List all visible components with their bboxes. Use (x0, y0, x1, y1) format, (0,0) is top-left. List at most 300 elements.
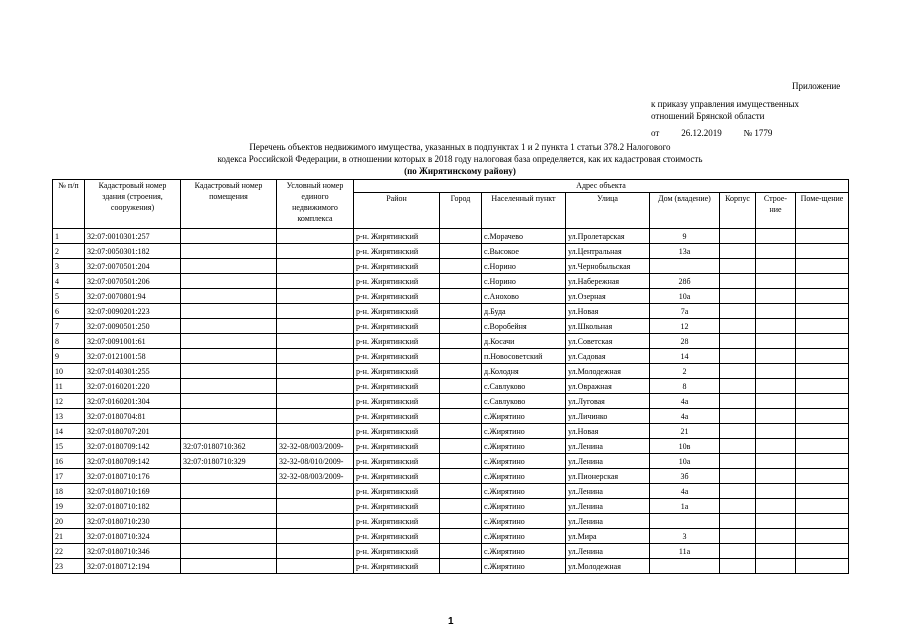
cell-cadastral-room (181, 484, 277, 499)
cell-cadastral-room (181, 229, 277, 244)
cell-korpus (720, 349, 756, 364)
cell-locality: с.Жирятино (482, 424, 566, 439)
cell-locality: п.Новосоветский (482, 349, 566, 364)
cell-number: 1 (53, 229, 85, 244)
cell-street: ул.Ленина (566, 439, 650, 454)
cell-room (796, 259, 849, 274)
cell-conditional-number (277, 274, 354, 289)
cell-building (756, 484, 796, 499)
cell-conditional-number (277, 559, 354, 574)
cell-cadastral-building: 32:07:0091001:61 (85, 334, 181, 349)
cell-city (440, 424, 482, 439)
cell-locality: с.Норино (482, 259, 566, 274)
cell-room (796, 424, 849, 439)
cell-conditional-number (277, 514, 354, 529)
cell-korpus (720, 289, 756, 304)
col-conditional-number-header: Условный номер единого недвижимого комплекса (277, 180, 354, 229)
col-room-header: Поме-щение (796, 193, 849, 229)
order-number: № 1779 (743, 128, 773, 138)
cell-cadastral-room (181, 274, 277, 289)
cell-conditional-number: 32-32-08/003/2009- (277, 469, 354, 484)
cell-number: 4 (53, 274, 85, 289)
cell-locality: с.Жирятино (482, 454, 566, 469)
cell-building (756, 424, 796, 439)
cell-house: 12 (650, 319, 720, 334)
cell-locality: с.Жирятино (482, 544, 566, 559)
cell-korpus (720, 319, 756, 334)
cell-korpus (720, 544, 756, 559)
cell-locality: д.Колодня (482, 364, 566, 379)
cell-street: ул.Школьная (566, 319, 650, 334)
cell-building (756, 559, 796, 574)
cell-room (796, 499, 849, 514)
cell-house (650, 559, 720, 574)
cell-cadastral-room (181, 289, 277, 304)
cell-cadastral-room (181, 469, 277, 484)
cell-street: ул.Личинко (566, 409, 650, 424)
order-date-line (651, 127, 772, 139)
cell-city (440, 229, 482, 244)
cell-conditional-number (277, 424, 354, 439)
cell-house: 10а (650, 454, 720, 469)
cell-cadastral-building: 32:07:0140301:255 (85, 364, 181, 379)
cell-cadastral-building: 32:07:0070801:94 (85, 289, 181, 304)
cell-district: р-н. Жирятинский (354, 484, 440, 499)
cell-room (796, 454, 849, 469)
cell-district: р-н. Жирятинский (354, 364, 440, 379)
cell-room (796, 304, 849, 319)
cell-street: ул.Центральная (566, 244, 650, 259)
cell-locality: д.Косачи (482, 334, 566, 349)
cell-house: 13а (650, 244, 720, 259)
cell-city (440, 544, 482, 559)
cell-street: ул.Озерная (566, 289, 650, 304)
cell-cadastral-building: 32:07:0180704:81 (85, 409, 181, 424)
cell-korpus (720, 529, 756, 544)
table-row (53, 274, 849, 289)
table-row (53, 424, 849, 439)
table-row (53, 454, 849, 469)
cell-locality: д.Буда (482, 304, 566, 319)
cell-room (796, 439, 849, 454)
cell-house: 4а (650, 394, 720, 409)
cell-city (440, 364, 482, 379)
cell-building (756, 334, 796, 349)
cell-korpus (720, 259, 756, 274)
cell-room (796, 229, 849, 244)
cell-house: 3 (650, 529, 720, 544)
cell-conditional-number (277, 334, 354, 349)
cell-cadastral-building: 32:07:0180709:142 (85, 439, 181, 454)
cell-number: 15 (53, 439, 85, 454)
cell-korpus (720, 559, 756, 574)
cell-house: 3б (650, 469, 720, 484)
cell-korpus (720, 334, 756, 349)
table-row (53, 469, 849, 484)
cell-house: 28б (650, 274, 720, 289)
cell-cadastral-building: 32:07:0180710:182 (85, 499, 181, 514)
table-row (53, 439, 849, 454)
cell-number: 13 (53, 409, 85, 424)
cell-cadastral-room (181, 244, 277, 259)
cell-district: р-н. Жирятинский (354, 274, 440, 289)
cell-district: р-н. Жирятинский (354, 544, 440, 559)
cell-cadastral-building: 32:07:0180710:346 (85, 544, 181, 559)
cell-conditional-number (277, 364, 354, 379)
cell-cadastral-building: 32:07:0160201:304 (85, 394, 181, 409)
cell-house: 10в (650, 439, 720, 454)
cell-korpus (720, 304, 756, 319)
cell-city (440, 484, 482, 499)
cell-city (440, 439, 482, 454)
cell-number: 21 (53, 529, 85, 544)
cell-building (756, 364, 796, 379)
cell-city (440, 454, 482, 469)
order-reference-line1: к приказу управления имущественных (651, 99, 800, 109)
cell-conditional-number (277, 304, 354, 319)
cell-city (440, 394, 482, 409)
cell-building (756, 229, 796, 244)
col-cadastral-room-header: Кадастровый номер помещения (181, 180, 277, 229)
cell-building (756, 349, 796, 364)
table-row (53, 559, 849, 574)
cell-room (796, 529, 849, 544)
cell-cadastral-room (181, 544, 277, 559)
cell-district: р-н. Жирятинский (354, 289, 440, 304)
table-row (53, 319, 849, 334)
cell-conditional-number (277, 394, 354, 409)
cell-cadastral-building: 32:07:0180710:324 (85, 529, 181, 544)
cell-building (756, 439, 796, 454)
cell-street: ул.Ленина (566, 544, 650, 559)
cell-number: 23 (53, 559, 85, 574)
cell-house: 7а (650, 304, 720, 319)
cell-street: ул.Ленина (566, 499, 650, 514)
table-body (53, 229, 849, 574)
cell-building (756, 499, 796, 514)
cell-house: 10а (650, 289, 720, 304)
cell-number: 12 (53, 394, 85, 409)
cell-building (756, 289, 796, 304)
cell-city (440, 244, 482, 259)
cell-house: 4а (650, 409, 720, 424)
cell-district: р-н. Жирятинский (354, 409, 440, 424)
cell-number: 7 (53, 319, 85, 334)
col-street-header: Улица (566, 193, 650, 229)
table-row (53, 289, 849, 304)
col-building-header: Строе-ние (756, 193, 796, 229)
cell-building (756, 409, 796, 424)
cell-street: ул.Овражная (566, 379, 650, 394)
cell-conditional-number (277, 484, 354, 499)
cell-number: 10 (53, 364, 85, 379)
cell-house: 2 (650, 364, 720, 379)
cell-cadastral-room (181, 409, 277, 424)
cell-room (796, 379, 849, 394)
cell-street: ул.Молодежная (566, 559, 650, 574)
cell-conditional-number (277, 409, 354, 424)
cell-number: 2 (53, 244, 85, 259)
cell-district: р-н. Жирятинский (354, 244, 440, 259)
cell-number: 17 (53, 469, 85, 484)
cell-district: р-н. Жирятинский (354, 439, 440, 454)
cell-korpus (720, 364, 756, 379)
cell-korpus (720, 379, 756, 394)
cell-cadastral-building: 32:07:0180709:142 (85, 454, 181, 469)
cell-korpus (720, 274, 756, 289)
cell-house: 1а (650, 499, 720, 514)
table-row (53, 334, 849, 349)
cell-city (440, 409, 482, 424)
page-number: 1 (448, 616, 454, 627)
cell-building (756, 259, 796, 274)
title-district: (по Жирятинскому району) (404, 166, 516, 176)
cell-house: 11а (650, 544, 720, 559)
cell-number: 3 (53, 259, 85, 274)
cell-locality: с.Савлуково (482, 394, 566, 409)
cell-cadastral-room (181, 394, 277, 409)
cell-district: р-н. Жирятинский (354, 349, 440, 364)
order-reference-line2: отношений Брянской области (651, 111, 765, 121)
cell-cadastral-room (181, 259, 277, 274)
cell-building (756, 454, 796, 469)
table-row (53, 229, 849, 244)
cell-conditional-number: 32-32-08/003/2009- (277, 439, 354, 454)
cell-room (796, 334, 849, 349)
cell-city (440, 304, 482, 319)
cell-korpus (720, 409, 756, 424)
table-row (53, 244, 849, 259)
cell-conditional-number (277, 499, 354, 514)
cell-locality: с.Жирятино (482, 499, 566, 514)
cell-cadastral-building: 32:07:0160201:220 (85, 379, 181, 394)
cell-house: 9 (650, 229, 720, 244)
col-house-header: Дом (владение) (650, 193, 720, 229)
cell-korpus (720, 394, 756, 409)
cell-cadastral-room (181, 559, 277, 574)
cell-city (440, 349, 482, 364)
cell-cadastral-building: 32:07:0180710:176 (85, 469, 181, 484)
col-number-header: № п/п (53, 180, 85, 229)
cell-room (796, 469, 849, 484)
cell-cadastral-room: 32:07:0180710:362 (181, 439, 277, 454)
table-row (53, 409, 849, 424)
cell-street: ул.Пионерская (566, 469, 650, 484)
cell-room (796, 544, 849, 559)
order-date: 26.12.2019 (681, 128, 722, 138)
cell-district: р-н. Жирятинский (354, 334, 440, 349)
document-title (150, 141, 770, 177)
cell-cadastral-building: 32:07:0090201:223 (85, 304, 181, 319)
cell-number: 20 (53, 514, 85, 529)
cell-building (756, 319, 796, 334)
table-row (53, 304, 849, 319)
cell-city (440, 514, 482, 529)
cell-locality: с.Жирятино (482, 439, 566, 454)
cell-district: р-н. Жирятинский (354, 394, 440, 409)
cell-building (756, 274, 796, 289)
cell-district: р-н. Жирятинский (354, 229, 440, 244)
col-korpus-header: Корпус (720, 193, 756, 229)
cell-street: ул.Ленина (566, 484, 650, 499)
cell-district: р-н. Жирятинский (354, 529, 440, 544)
cell-korpus (720, 439, 756, 454)
cell-korpus (720, 469, 756, 484)
cell-locality: с.Жирятино (482, 559, 566, 574)
cell-district: р-н. Жирятинский (354, 304, 440, 319)
cell-building (756, 379, 796, 394)
cell-room (796, 274, 849, 289)
table-row (53, 499, 849, 514)
cell-locality: с.Воробейня (482, 319, 566, 334)
col-address-header: Адрес объекта (354, 180, 849, 193)
cell-room (796, 319, 849, 334)
cell-district: р-н. Жирятинский (354, 559, 440, 574)
cell-locality: с.Жирятино (482, 514, 566, 529)
cell-street: ул.Набережная (566, 274, 650, 289)
cell-number: 11 (53, 379, 85, 394)
cell-building (756, 544, 796, 559)
cell-room (796, 394, 849, 409)
cell-number: 5 (53, 289, 85, 304)
cell-cadastral-room (181, 514, 277, 529)
table-row (53, 364, 849, 379)
cell-cadastral-room (181, 334, 277, 349)
cell-cadastral-building: 32:07:0180707:201 (85, 424, 181, 439)
table-row (53, 394, 849, 409)
table-row (53, 259, 849, 274)
cell-house: 4а (650, 484, 720, 499)
cell-city (440, 469, 482, 484)
cell-city (440, 529, 482, 544)
cell-district: р-н. Жирятинский (354, 379, 440, 394)
cell-cadastral-building: 32:07:0070501:206 (85, 274, 181, 289)
cell-conditional-number (277, 259, 354, 274)
cell-building (756, 304, 796, 319)
cell-locality: с.Высокое (482, 244, 566, 259)
cell-district: р-н. Жирятинский (354, 469, 440, 484)
cell-cadastral-building: 32:07:0121001:58 (85, 349, 181, 364)
cell-room (796, 484, 849, 499)
col-city-header: Город (440, 193, 482, 229)
cell-street: ул.Пролетарская (566, 229, 650, 244)
cell-city (440, 319, 482, 334)
cell-room (796, 289, 849, 304)
order-from-label: от (651, 128, 660, 138)
cell-cadastral-building: 32:07:0050301:182 (85, 244, 181, 259)
cell-locality: с.Морачево (482, 229, 566, 244)
cell-street: ул.Молодежная (566, 364, 650, 379)
cell-cadastral-building: 32:07:0180710:230 (85, 514, 181, 529)
cell-cadastral-room (181, 319, 277, 334)
cell-cadastral-building: 32:07:0090501:250 (85, 319, 181, 334)
cell-street: ул.Новая (566, 424, 650, 439)
cell-cadastral-room (181, 379, 277, 394)
cell-house (650, 259, 720, 274)
cell-street: ул.Садовая (566, 349, 650, 364)
cell-district: р-н. Жирятинский (354, 514, 440, 529)
cell-district: р-н. Жирятинский (354, 424, 440, 439)
cell-conditional-number: 32-32-08/010/2009- (277, 454, 354, 469)
cell-room (796, 244, 849, 259)
cell-house: 28 (650, 334, 720, 349)
cell-conditional-number (277, 319, 354, 334)
cell-locality: с.Жирятино (482, 469, 566, 484)
cell-cadastral-room (181, 304, 277, 319)
cell-room (796, 514, 849, 529)
property-table (52, 179, 849, 574)
cell-city (440, 379, 482, 394)
cell-number: 19 (53, 499, 85, 514)
cell-number: 6 (53, 304, 85, 319)
cell-cadastral-building: 32:07:0070501:204 (85, 259, 181, 274)
cell-cadastral-building: 32:07:0180712:194 (85, 559, 181, 574)
title-line1: Перечень объектов недвижимого имущества, указанных в подпунктах 1 и 2 пункта 1 статьи 378.2 Налогового (249, 142, 671, 152)
table-row (53, 514, 849, 529)
cell-locality: с.Жирятино (482, 484, 566, 499)
cell-korpus (720, 424, 756, 439)
cell-korpus (720, 454, 756, 469)
cell-locality: с.Норино (482, 274, 566, 289)
cell-conditional-number (277, 349, 354, 364)
cell-city (440, 289, 482, 304)
table-row (53, 379, 849, 394)
cell-number: 9 (53, 349, 85, 364)
appendix-label: Приложение (792, 81, 841, 91)
cell-house: 8 (650, 379, 720, 394)
cell-city (440, 559, 482, 574)
cell-house: 21 (650, 424, 720, 439)
cell-locality: с.Жирятино (482, 409, 566, 424)
cell-building (756, 469, 796, 484)
cell-building (756, 244, 796, 259)
cell-street: ул.Чернобыльская (566, 259, 650, 274)
cell-locality: с.Жирятино (482, 529, 566, 544)
table-row (53, 484, 849, 499)
title-line2: кодекса Российской Федерации, в отношении которых в 2018 году налоговая база определяется, как их кадастровая стоимость (217, 154, 703, 164)
cell-korpus (720, 484, 756, 499)
cell-street: ул.Ленина (566, 514, 650, 529)
cell-street: ул.Луговая (566, 394, 650, 409)
cell-street: ул.Мира (566, 529, 650, 544)
cell-city (440, 334, 482, 349)
cell-korpus (720, 244, 756, 259)
cell-street: ул.Новая (566, 304, 650, 319)
cell-cadastral-room (181, 529, 277, 544)
cell-street: ул.Советская (566, 334, 650, 349)
cell-house (650, 514, 720, 529)
cell-cadastral-building: 32:07:0180710:169 (85, 484, 181, 499)
cell-number: 18 (53, 484, 85, 499)
col-district-header: Район (354, 193, 440, 229)
cell-korpus (720, 229, 756, 244)
cell-number: 16 (53, 454, 85, 469)
cell-cadastral-room (181, 364, 277, 379)
cell-room (796, 559, 849, 574)
cell-locality: с.Анохово (482, 289, 566, 304)
table-row (53, 529, 849, 544)
cell-district: р-н. Жирятинский (354, 319, 440, 334)
cell-cadastral-room (181, 424, 277, 439)
cell-district: р-н. Жирятинский (354, 499, 440, 514)
cell-cadastral-room: 32:07:0180710:329 (181, 454, 277, 469)
cell-korpus (720, 514, 756, 529)
cell-conditional-number (277, 544, 354, 559)
cell-building (756, 514, 796, 529)
cell-conditional-number (277, 229, 354, 244)
cell-number: 22 (53, 544, 85, 559)
cell-number: 8 (53, 334, 85, 349)
